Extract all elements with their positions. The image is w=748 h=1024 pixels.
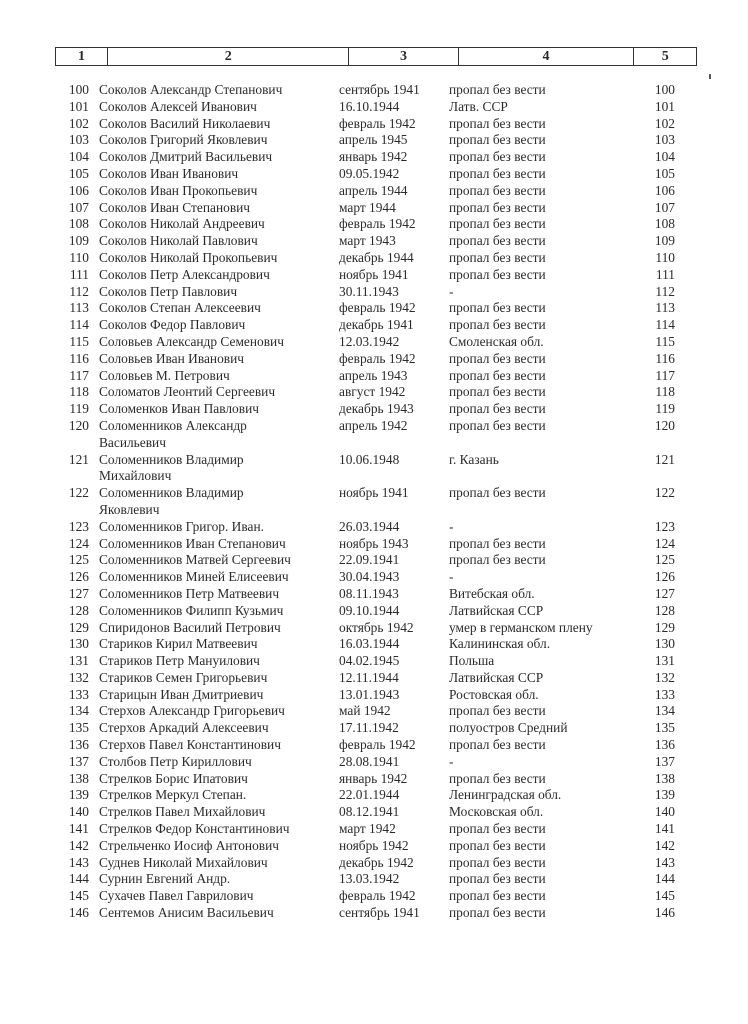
person-name: Столбов Петр Кириллович [99,753,252,769]
reference-number: 118 [655,384,675,400]
date: 17.11.1942 [339,720,399,736]
person-name: Соколов Александр Степанович [99,82,283,97]
fate: Латвийская ССР [449,602,544,618]
table-row [55,317,697,334]
fate: пропал без вести [449,132,546,148]
row-number: 135 [68,720,89,736]
fate: пропал без вести [449,837,546,853]
table-row [55,351,697,368]
date: ноябрь 1941 [339,266,409,282]
table-row [55,233,697,250]
reference-number: 136 [654,737,675,753]
table-row [55,670,697,687]
reference-number: 107 [654,199,675,215]
reference-number: 114 [655,317,675,333]
person-name: Соколов Дмитрий Васильевич [99,149,273,165]
row-number: 114 [69,317,89,333]
row-number: 144 [68,871,89,887]
table-row [55,787,697,804]
person-name: Стариков Семен Григорьевич [99,669,268,685]
table-row [55,99,697,116]
date: ноябрь 1942 [339,837,409,853]
row-number: 146 [68,905,89,921]
date: 12.11.1944 [339,669,399,685]
row-number: 108 [68,216,89,232]
table-row [55,519,697,536]
row-number: 113 [69,300,89,316]
reference-number: 126 [654,569,675,585]
date: 04.02.1945 [339,653,400,669]
fate: пропал без вести [449,350,546,366]
reference-number: 123 [654,518,675,534]
date: март 1944 [339,199,396,215]
table-row [55,636,697,653]
fate: полуостров Средний [449,720,568,736]
reference-number: 128 [654,602,675,618]
date: февраль 1942 [339,216,416,232]
fate: пропал без вести [449,199,546,215]
reference-number: 141 [654,821,675,837]
row-number: 134 [68,703,89,719]
row-number: 106 [68,182,89,198]
fate: пропал без вести [449,266,546,282]
fate: пропал без вести [449,888,546,904]
person-name: Стариков Петр Мануилович [99,653,260,669]
date: 13.03.1942 [339,871,400,887]
reference-number: 146 [654,905,675,921]
person-name: Старицын Иван Дмитриевич [99,686,264,702]
table-row [55,82,697,99]
row-number: 104 [68,149,89,165]
table-row [55,452,697,486]
table-row [55,703,697,720]
table-row [55,401,697,418]
row-number: 109 [68,233,89,249]
date: декабрь 1944 [339,249,414,265]
reference-number: 142 [654,837,675,853]
person-name: Соломенников Петр Матвеевич [99,585,280,601]
fate: пропал без вести [449,182,546,198]
reference-number: 117 [655,367,675,383]
fate: пропал без вести [449,317,546,333]
date: апрель 1943 [339,367,408,383]
person-name: Соломенников Филипп Кузьмич [99,602,284,618]
person-name: Стрельченко Иосиф Антонович [99,837,280,853]
person-name: Спиридонов Василий Петрович [99,619,281,635]
reference-number: 105 [654,165,675,181]
column-header-table [55,47,697,66]
person-name: Стерхов Павел Константинович [99,737,281,753]
reference-number: 129 [654,619,675,635]
date: 30.11.1943 [339,283,399,299]
date: 22.01.1944 [339,787,400,803]
row-number: 112 [69,283,89,299]
person-name: Стрелков Павел Михайлович [99,804,266,820]
row-number: 140 [68,804,89,820]
table-row [55,771,697,788]
reference-number: 103 [654,132,675,148]
person-name-line-1: Соломенников Владимир [99,485,244,501]
person-name: Сурнин Евгений Андр. [99,871,231,887]
person-name: Соломенков Иван Павлович [99,401,259,417]
table-row [55,149,697,166]
table-row [55,132,697,149]
fate: пропал без вести [449,485,546,501]
reference-number: 122 [654,485,675,501]
fate: пропал без вести [449,149,546,165]
person-name: Сентемов Анисим Васильевич [99,905,274,921]
person-name: Соломенников Матвей Сергеевич [99,552,291,568]
date: февраль 1942 [339,737,416,753]
person-name: Соломенников Иван Степанович [99,535,286,551]
date: октябрь 1942 [339,619,414,635]
fate: пропал без вести [449,821,546,837]
table-row [55,200,697,217]
header-col-4: 4 [458,48,634,66]
fate: Витебская обл. [449,585,535,601]
table-row [55,334,697,351]
reference-number: 101 [654,98,675,114]
date: март 1942 [339,821,396,837]
fate: - [449,753,454,769]
row-number: 116 [69,350,89,366]
table-row [55,620,697,637]
row-number: 130 [68,636,89,652]
person-name: Сухачев Павел Гаврилович [99,888,254,904]
row-number: 102 [68,115,89,131]
date: 16.10.1944 [339,98,400,114]
fate: Ленинградская обл. [449,787,562,803]
row-number: 124 [68,535,89,551]
date: февраль 1942 [339,350,416,366]
table-row [55,871,697,888]
reference-number: 113 [655,300,675,316]
person-name [99,418,339,452]
reference-number: 124 [654,535,675,551]
person-name-line-2: Васильевич [99,434,166,450]
row-number: 126 [68,569,89,585]
person-name-line-2: Яковлевич [99,501,160,517]
header-col-2: 2 [107,48,349,66]
table-row [55,384,697,401]
person-name: Соловьев Иван Иванович [99,350,244,366]
date: 09.10.1944 [339,602,400,618]
person-name [99,452,339,486]
table-row [55,250,697,267]
table-row [55,284,697,301]
person-name: Соломатов Леонтий Сергеевич [99,384,276,400]
table-row [55,720,697,737]
row-number: 120 [68,417,89,433]
header-col-5: 5 [634,48,697,66]
header-row [56,48,697,66]
person-name: Соколов Федор Павлович [99,317,246,333]
fate: пропал без вести [449,703,546,719]
reference-number: 100 [654,82,675,97]
person-name: Соколов Иван Степанович [99,199,251,215]
table-row [55,687,697,704]
fate: Калининская обл. [449,636,551,652]
person-name-line-1: Соломенников Владимир [99,451,244,467]
person-name: Соколов Петр Александрович [99,266,270,282]
date: апрель 1945 [339,132,408,148]
date: 09.05.1942 [339,165,400,181]
date: февраль 1942 [339,888,416,904]
reference-number: 116 [655,350,675,366]
row-number: 100 [68,82,89,97]
table-row [55,267,697,284]
reference-number: 139 [654,787,675,803]
reference-number: 108 [654,216,675,232]
row-number: 133 [68,686,89,702]
row-number: 136 [68,737,89,753]
person-name: Стрелков Борис Ипатович [99,770,248,786]
person-name: Стерхов Александр Григорьевич [99,703,285,719]
date: апрель 1944 [339,182,408,198]
person-name: Соломенников Григор. Иван. [99,518,264,534]
table-row [55,116,697,133]
reference-number: 133 [654,686,675,702]
reference-number: 115 [655,333,675,349]
row-number: 110 [69,249,89,265]
date: декабрь 1941 [339,317,414,333]
fate: - [449,518,454,534]
table-row [55,737,697,754]
person-name: Стрелков Федор Константинович [99,821,290,837]
reference-number: 106 [654,182,675,198]
row-number: 122 [68,485,89,501]
row-number: 105 [68,165,89,181]
reference-number: 132 [654,669,675,685]
date: 28.08.1941 [339,753,400,769]
fate: пропал без вести [449,384,546,400]
fate: пропал без вести [449,854,546,870]
person-name: Стерхов Аркадий Алексеевич [99,720,269,736]
row-number: 131 [68,653,89,669]
table-row [55,569,697,586]
person-name: Соколов Николай Прокопьевич [99,249,278,265]
row-number: 138 [68,770,89,786]
reference-number: 120 [654,417,675,433]
row-number: 115 [69,333,89,349]
date: 10.06.1948 [339,451,400,467]
table-row [55,754,697,771]
person-name: Соловьев М. Петрович [99,367,230,383]
fate: пропал без вести [449,249,546,265]
table-row [55,536,697,553]
reference-number: 112 [655,283,675,299]
person-name: Соколов Николай Павлович [99,233,258,249]
person-name [99,485,339,519]
fate: умер в германском плену [449,619,593,635]
row-number: 127 [68,585,89,601]
fate: Московская обл. [449,804,544,820]
table-row [55,888,697,905]
reference-number: 119 [655,401,675,417]
person-name: Соколов Иван Прокопьевич [99,182,258,198]
row-number: 142 [68,837,89,853]
record-list [55,82,697,922]
fate: пропал без вести [449,367,546,383]
reference-number: 140 [654,804,675,820]
person-name: Соколов Иван Иванович [99,165,239,181]
fate: пропал без вести [449,401,546,417]
date: август 1942 [339,384,406,400]
fate: пропал без вести [449,770,546,786]
row-number: 121 [68,451,89,467]
header-col-3: 3 [349,48,458,66]
reference-number: 102 [654,115,675,131]
fate: пропал без вести [449,417,546,433]
reference-number: 137 [654,753,675,769]
person-name-line-1: Соломенников Александр [99,417,247,433]
date: апрель 1942 [339,417,408,433]
person-name: Соломенников Миней Елисеевич [99,569,289,585]
reference-number: 109 [654,233,675,249]
date: 12.03.1942 [339,333,400,349]
person-name: Соколов Степан Алексеевич [99,300,261,316]
reference-number: 111 [655,266,675,282]
date: декабрь 1942 [339,854,414,870]
date: февраль 1942 [339,300,416,316]
date: 30.04.1943 [339,569,400,585]
row-number: 111 [69,266,89,282]
table-row [55,821,697,838]
person-name: Соколов Василий Николаевич [99,115,271,131]
fate: - [449,569,454,585]
date: 26.03.1944 [339,518,400,534]
date: январь 1942 [339,770,408,786]
reference-number: 104 [654,149,675,165]
date: сентябрь 1941 [339,82,420,97]
date: 08.12.1941 [339,804,400,820]
row-number: 117 [69,367,89,383]
reference-number: 144 [654,871,675,887]
fate: - [449,283,454,299]
fate: Польша [449,653,495,669]
fate: пропал без вести [449,737,546,753]
reference-number: 131 [654,653,675,669]
person-name: Стариков Кирил Матвеевич [99,636,258,652]
fate: пропал без вести [449,871,546,887]
fate: пропал без вести [449,233,546,249]
row-number: 145 [68,888,89,904]
table-row [55,368,697,385]
date: 16.03.1944 [339,636,400,652]
row-number: 141 [68,821,89,837]
scan-speck [709,74,711,79]
reference-number: 145 [654,888,675,904]
date: ноябрь 1943 [339,535,409,551]
reference-number: 121 [654,451,675,467]
person-name: Соколов Николай Андреевич [99,216,265,232]
row-number: 143 [68,854,89,870]
person-name: Стрелков Меркул Степан. [99,787,247,803]
row-number: 132 [68,669,89,685]
date: май 1942 [339,703,391,719]
date: январь 1942 [339,149,408,165]
fate: пропал без вести [449,552,546,568]
fate: пропал без вести [449,300,546,316]
row-number: 123 [68,518,89,534]
table-row [55,905,697,922]
table-row [55,552,697,569]
date: ноябрь 1941 [339,485,409,501]
person-name: Соколов Григорий Яковлевич [99,132,268,148]
person-name-line-2: Михайлович [99,468,172,484]
date: март 1943 [339,233,396,249]
date: февраль 1942 [339,115,416,131]
person-name: Соколов Петр Павлович [99,283,238,299]
table-row [55,804,697,821]
person-name: Соловьев Александр Семенович [99,333,284,349]
table-row [55,855,697,872]
row-number: 139 [68,787,89,803]
reference-number: 127 [654,585,675,601]
table-row [55,216,697,233]
date: декабрь 1943 [339,401,414,417]
fate: Ростовская обл. [449,686,539,702]
reference-number: 130 [654,636,675,652]
fate: пропал без вести [449,115,546,131]
row-number: 103 [68,132,89,148]
fate: пропал без вести [449,216,546,232]
table-row [55,603,697,620]
fate: г. Казань [449,451,499,467]
reference-number: 138 [654,770,675,786]
table-row [55,653,697,670]
date: 08.11.1943 [339,585,399,601]
fate: пропал без вести [449,165,546,181]
row-number: 128 [68,602,89,618]
reference-number: 134 [654,703,675,719]
row-number: 129 [68,619,89,635]
table-row [55,183,697,200]
row-number: 101 [68,98,89,114]
date: 22.09.1941 [339,552,400,568]
row-number: 118 [69,384,89,400]
reference-number: 110 [655,249,675,265]
row-number: 137 [68,753,89,769]
fate: Смоленская обл. [449,333,544,349]
table-row [55,166,697,183]
table-row [55,586,697,603]
table-row [55,838,697,855]
row-number: 119 [69,401,89,417]
table-row [55,485,697,519]
person-name: Соколов Алексей Иванович [99,98,257,114]
table-row [55,300,697,317]
fate: Латв. ССР [449,98,508,114]
fate: пропал без вести [449,905,546,921]
row-number: 125 [68,552,89,568]
table-row [55,418,697,452]
fate: Латвийская ССР [449,669,544,685]
fate: пропал без вести [449,535,546,551]
reference-number: 125 [654,552,675,568]
reference-number: 143 [654,854,675,870]
row-number: 107 [68,199,89,215]
date: сентябрь 1941 [339,905,420,921]
person-name: Суднев Николай Михайлович [99,854,268,870]
reference-number: 135 [654,720,675,736]
header-col-1: 1 [56,48,108,66]
date: 13.01.1943 [339,686,400,702]
fate: пропал без вести [449,82,546,97]
